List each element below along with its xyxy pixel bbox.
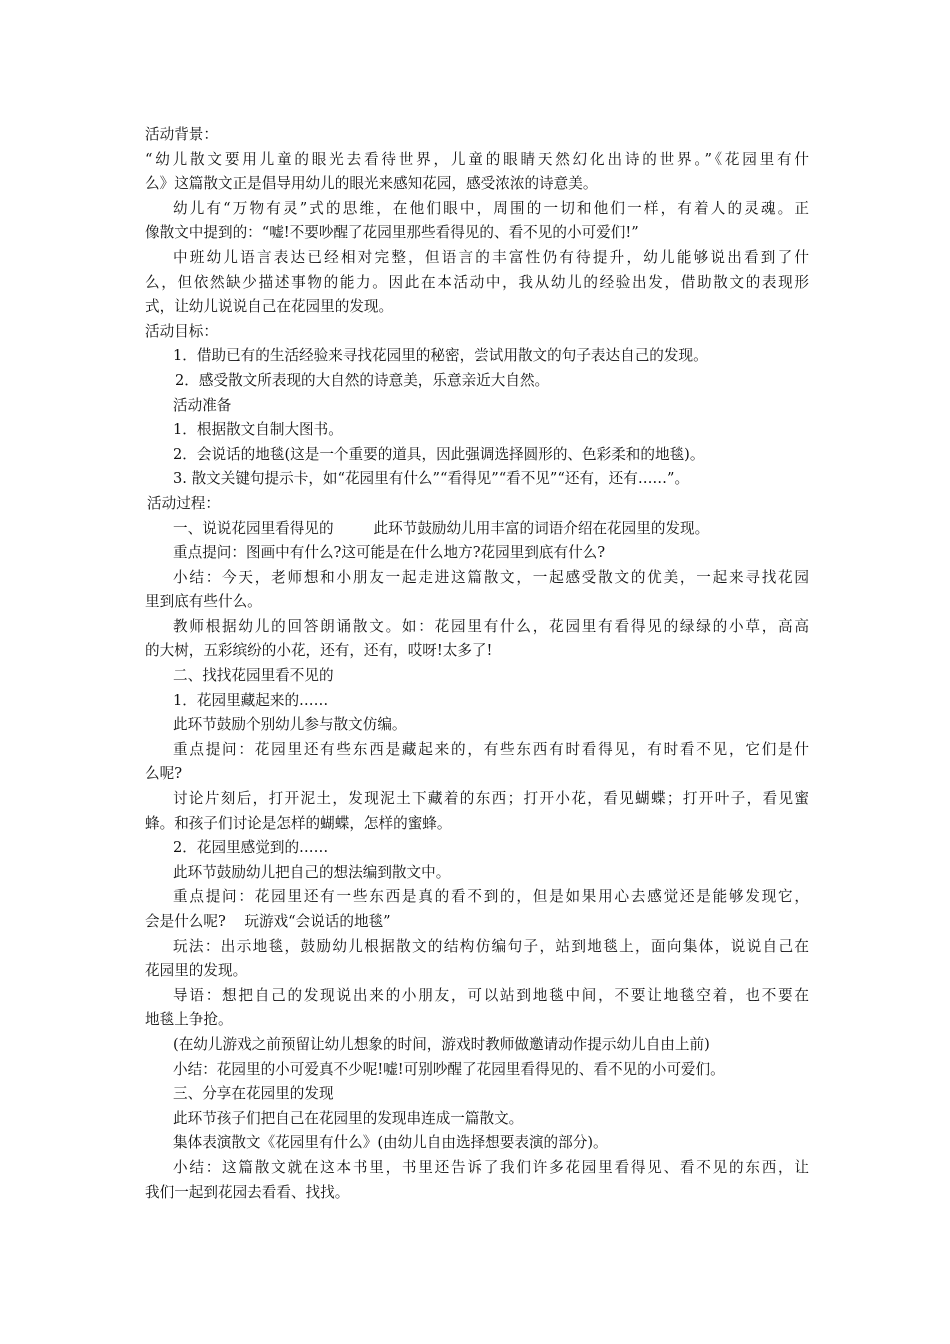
paragraph-line: 里到底有些什么。 <box>145 593 262 611</box>
heading-goals: 活动目标： <box>145 322 218 340</box>
section-heading: 二、找找花园里看不见的 <box>173 667 334 685</box>
paragraph-line: 中班幼儿语言表达已经相对完整，但语言的丰富性仍有待提升，幼儿能够说出看到了什 <box>173 248 809 266</box>
paragraph-line: 重点提问：图画中有什么?这可能是在什么地方?花园里到底有什么? <box>173 544 606 562</box>
paragraph-line: 集体表演散文《花园里有什么》(由幼儿自由选择想要表演的部分)。 <box>173 1134 608 1152</box>
paragraph-line: 地毯上争抢。 <box>145 1011 233 1029</box>
section-note: 此环节鼓励幼儿用丰富的词语介绍在花园里的发现。 <box>373 519 710 537</box>
subsection-heading: 1．花园里藏起来的…… <box>173 691 329 709</box>
section-heading: 三、分享在花园里的发现 <box>173 1085 334 1103</box>
paragraph-line: 小结：今天，老师想和小朋友一起走进这篇散文，一起感受散文的优美，一起来寻找花园 <box>173 568 809 586</box>
heading-background: 活动背景： <box>145 126 218 143</box>
paragraph-line: 重点提问：花园里还有些东西是藏起来的，有些东西有时看得见，有时看不见，它们是什 <box>173 740 809 758</box>
preparation-item: 3. 散文关键句提示卡，如“花园里有什么”“看得见”“看不见”“还有，还有……”。 <box>173 470 690 488</box>
section-title: 一、说说花园里看得见的 <box>173 519 334 537</box>
goal-item: 2．感受散文所表现的大自然的诗意美，乐意亲近大自然。 <box>175 371 550 389</box>
paragraph-line: 么呢? <box>145 765 183 783</box>
paragraph-line: 小结：花园里的小可爱真不少呢!嘘!可别吵醒了花园里看得见的、看不见的小可爱们。 <box>173 1060 725 1078</box>
document-body <box>145 123 809 1205</box>
preparation-item: 1．根据散文自制大图书。 <box>173 421 343 439</box>
paragraph-line <box>145 910 809 935</box>
paragraph-line: 像散文中提到的：“嘘!不要吵醒了花园里那些看得见的、看不见的小可爱们!” <box>145 224 639 242</box>
paragraph-line: 教师根据幼儿的回答朗诵散文。如：花园里有什么，花园里有看得见的绿绿的小草，高高 <box>173 617 809 635</box>
paragraph-line: 么，但依然缺少描述事物的能力。因此在本活动中，我从幼儿的经验出发，借助散文的表现形 <box>145 273 809 291</box>
paragraph-line: 式，让幼儿说说自己在花园里的发现。 <box>145 298 394 316</box>
paragraph-line: 蜂。和孩子们讨论是怎样的蝴蝶，怎样的蜜蜂。 <box>145 814 452 832</box>
paragraph-line: 讨论片刻后，打开泥土，发现泥土下藏着的东西；打开小花，看见蝴蝶；打开叶子，看见蜜 <box>173 790 809 808</box>
section-heading <box>145 517 809 542</box>
paragraph-line: 导语：想把自己的发现说出来的小朋友，可以站到地毯中间，不要让地毯空着，也不要在 <box>173 986 809 1004</box>
paragraph-line: 重点提问：花园里还有一些东西是真的看不到的，但是如果用心去感觉还是能够发现它， <box>173 888 809 906</box>
preparation-item: 2．会说话的地毯(这是一个重要的道具，因此强调选择圆形的、色彩柔和的地毯)。 <box>173 445 705 463</box>
paragraph-line: 此环节鼓励幼儿把自己的想法编到散文中。 <box>173 863 451 881</box>
paragraph-line: 的大树，五彩缤纷的小花，还有，还有，哎呀!太多了! <box>145 642 493 660</box>
paragraph-line: 花园里的发现。 <box>145 962 248 980</box>
subsection-heading: 2．花园里感觉到的…… <box>173 839 329 857</box>
game-title: 玩游戏“会说话的地毯” <box>244 913 391 930</box>
paragraph-line: 此环节鼓励个别幼儿参与散文仿编。 <box>173 716 407 734</box>
paragraph-line: 此环节孩子们把自己在花园里的发现串连成一篇散文。 <box>173 1109 524 1127</box>
paragraph-line: 小结：这篇散文就在这本书里，书里还告诉了我们许多花园里看得见、看不见的东西，让 <box>173 1158 809 1176</box>
paragraph-line: 玩法：出示地毯，鼓励幼儿根据散文的结构仿编句子，站到地毯上，面向集体，说说自己在 <box>173 937 809 955</box>
question-tail: 会是什么呢? <box>145 913 226 930</box>
paragraph-line: 幼儿有“万物有灵”式的思维，在他们眼中，周围的一切和他们一样，有着人的灵魂。正 <box>173 199 809 217</box>
heading-process: 活动过程： <box>147 494 220 512</box>
paragraph-line: 我们一起到花园去看看、找找。 <box>145 1183 350 1201</box>
paragraph-line: (在幼儿游戏之前预留让幼儿想象的时间，游戏时教师做邀请动作提示幼儿自由上前) <box>173 1035 710 1053</box>
heading-preparation: 活动准备 <box>173 396 232 414</box>
goal-item: 1．借助已有的生活经验来寻找花园里的秘密，尝试用散文的句子表达自己的发现。 <box>173 347 708 365</box>
paragraph-line: “幼儿散文要用儿童的眼光去看待世界，儿童的眼睛天然幻化出诗的世界。”《花园里有什 <box>145 150 809 168</box>
paragraph-line: 么》这篇散文正是倡导用幼儿的眼光来感知花园，感受浓浓的诗意美。 <box>145 175 598 193</box>
